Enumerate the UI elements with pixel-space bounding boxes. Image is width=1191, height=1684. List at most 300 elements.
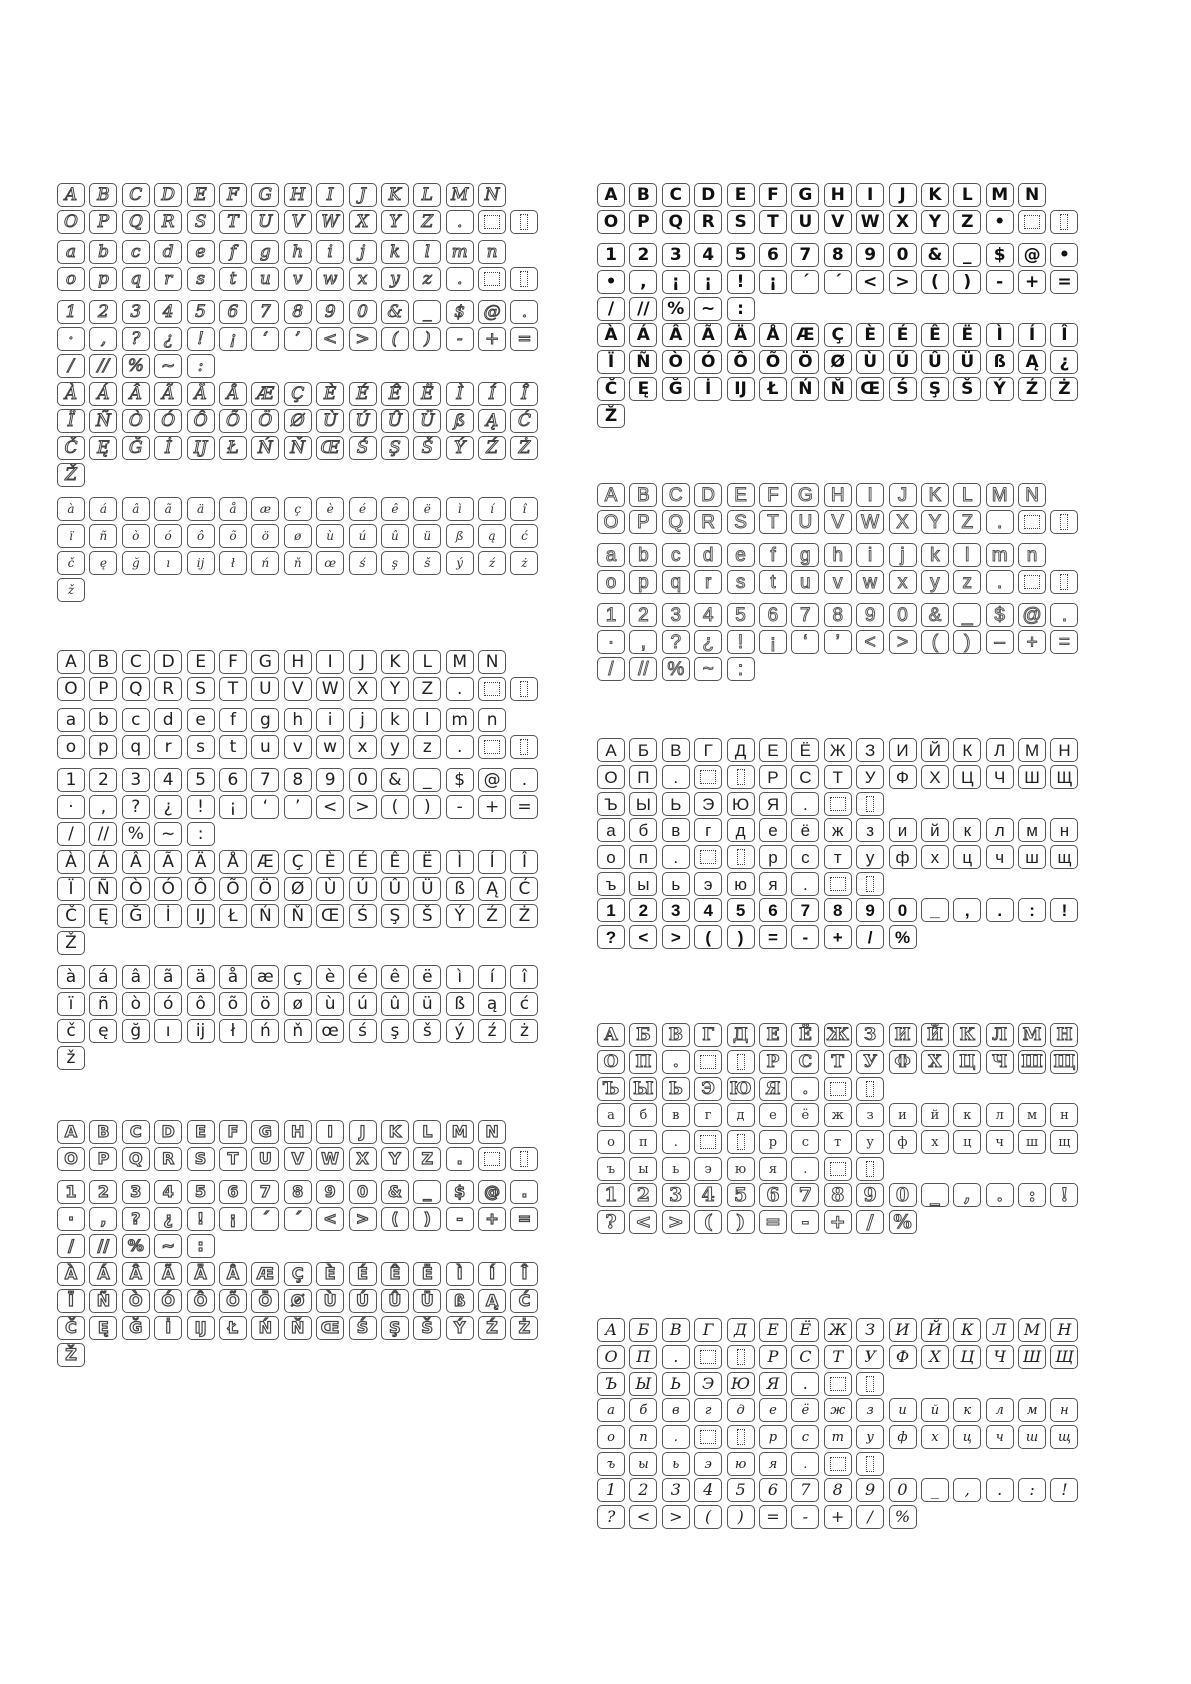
glyph-row [597,818,1083,842]
glyph-key: L [413,183,441,207]
glyph-key: m [446,240,474,264]
glyph-key: Ø [284,1289,312,1313]
glyph-key: // [629,297,657,321]
glyph-key: ñ [89,524,117,548]
blank-key-dotted [856,1372,884,1396]
glyph-key: ¡ [219,1207,247,1231]
glyph-key: Å [219,850,247,874]
glyph-key: ž [57,1046,85,1070]
glyph-key: ’ [284,795,312,819]
glyph-key: п [629,1130,657,1154]
glyph-key: + [478,795,506,819]
glyph-key: Ş [381,436,409,460]
blank-key-dotted [727,1425,755,1449]
glyph-key: // [89,1234,117,1258]
glyph-key: Ã [154,382,182,406]
glyph-key: J [349,650,377,674]
glyph-key: и [889,818,917,842]
glyph-key: < [629,1505,657,1529]
glyph-key: R [154,677,182,701]
glyph-key: п [629,845,657,869]
glyph-key: . [662,845,690,869]
glyph-key: Ä [187,850,215,874]
glyph-key: p [629,570,657,594]
glyph-key: 9 [856,1478,884,1502]
glyph-key: a [597,543,625,567]
glyph-key: ( [694,1505,722,1529]
glyph-key: . [986,1183,1014,1207]
glyph-key: 4 [694,1478,722,1502]
glyph-key: Š [413,904,441,928]
glyph-key: I [316,1120,344,1144]
glyph-key: Ê [381,1262,409,1286]
glyph-row [57,931,543,955]
glyph-key: İ [154,904,182,928]
glyph-key: п [629,1425,657,1449]
blank-key-box [694,765,722,789]
glyph-key: ą [478,524,506,548]
glyph-key: U [251,210,279,234]
glyph-key: , [953,898,981,922]
glyph-key: & [921,603,949,627]
glyph-key: Ż [510,904,538,928]
glyph-key: ¡ [662,270,690,294]
glyph-row [597,297,1083,321]
glyph-key: Ш [1018,1050,1046,1074]
glyph-key: Ź [478,1316,506,1340]
glyph-key: // [89,822,117,846]
glyph-key: Н [1050,1318,1078,1342]
glyph-key: < [629,1210,657,1234]
blank-key-box [824,1077,852,1101]
glyph-key: М [1018,1023,1046,1047]
glyph-key: ш [1018,1130,1046,1154]
glyph-key: : [187,822,215,846]
glyph-key: H [824,183,852,207]
glyph-key: В [662,1023,690,1047]
blank-key-box [478,210,506,234]
glyph-key: O [57,1147,85,1171]
glyph-key: Л [986,1023,1014,1047]
glyph-key: Č [57,436,85,460]
glyph-key: > [662,1210,690,1234]
glyph-key: IJ [187,436,215,460]
glyph-key: ё [791,1398,819,1422]
glyph-row [57,877,543,901]
glyph-key: Ã [154,1262,182,1286]
glyph-key: x [889,570,917,594]
glyph-row [57,904,543,928]
glyph-key: l [413,708,441,732]
glyph-key: F [219,1120,247,1144]
glyph-row [597,323,1083,347]
glyph-block [597,1023,1083,1104]
glyph-key: 2 [89,768,117,792]
glyph-key: B [89,1120,117,1144]
glyph-key: ы [629,872,657,896]
glyph-key: ô [187,524,215,548]
glyph-key: W [856,210,884,234]
glyph-key: W [316,210,344,234]
glyph-key: T [759,210,787,234]
glyph-key: Ş [381,904,409,928]
glyph-key: Í [478,850,506,874]
glyph-row [597,603,1083,627]
glyph-key: - [446,795,474,819]
glyph-row [57,463,543,487]
glyph-key: Р [759,1050,787,1074]
glyph-key: 9 [856,243,884,267]
glyph-key: À [57,382,85,406]
glyph-key: t [219,735,247,759]
glyph-row [57,551,543,575]
glyph-key: ! [1050,1478,1078,1502]
glyph-key: Ю [727,792,755,816]
glyph-key: ¿ [154,327,182,351]
glyph-key: . [510,768,538,792]
glyph-key: и [889,1398,917,1422]
glyph-key: _ [953,603,981,627]
glyph-key: Ñ [89,1289,117,1313]
glyph-key: Ô [187,1289,215,1313]
glyph-key: + [1018,630,1046,654]
glyph-block [597,243,1083,324]
glyph-key: ä [187,497,215,521]
glyph-key: 9 [856,898,884,922]
glyph-key: 3 [662,898,690,922]
glyph-key: Á [89,850,117,874]
glyph-key: 4 [154,300,182,324]
glyph-key: D [694,183,722,207]
glyph-key: ) [727,925,755,949]
glyph-key: в [662,1103,690,1127]
glyph-key: P [89,210,117,234]
blank-key-box [824,1157,852,1181]
glyph-key: д [727,1103,755,1127]
glyph-row [597,1345,1083,1369]
glyph-key: б [629,1398,657,1422]
glyph-key: V [284,1147,312,1171]
glyph-key: ¡ [219,327,247,351]
glyph-key: 3 [662,1183,690,1207]
glyph-block [57,497,543,605]
glyph-key: А [597,738,625,762]
glyph-key: Â [122,850,150,874]
glyph-key: 8 [824,603,852,627]
glyph-key: 3 [662,603,690,627]
glyph-key: V [824,510,852,534]
glyph-key: Й [921,1318,949,1342]
glyph-key: Щ [1050,1050,1078,1074]
glyph-key: ) [413,1207,441,1231]
glyph-key: à [57,497,85,521]
glyph-block [57,183,543,237]
blank-key-dotted [510,210,538,234]
glyph-key: C [122,1120,150,1144]
glyph-key: Ô [187,877,215,901]
glyph-key: æ [251,965,279,989]
glyph-key: ж [824,818,852,842]
glyph-key: Ž [597,404,625,428]
glyph-key: < [316,327,344,351]
glyph-key: 2 [629,243,657,267]
glyph-key: Ą [478,1289,506,1313]
glyph-key: h [284,708,312,732]
glyph-key: 8 [824,1478,852,1502]
glyph-key: Ç [284,382,312,406]
blank-key-box [478,267,506,291]
glyph-key: Ý [986,377,1014,401]
glyph-key: ¡ [759,270,787,294]
glyph-key: 8 [824,898,852,922]
glyph-key: N [478,183,506,207]
glyph-key: ё [791,818,819,842]
glyph-key: . [662,1425,690,1449]
glyph-key: o [597,570,625,594]
glyph-row [57,382,543,406]
blank-key-box [1018,510,1046,534]
glyph-key: ï [57,524,85,548]
blank-key-box [694,1425,722,1449]
glyph-key: Ъ [597,1077,625,1101]
glyph-key: Í [1018,323,1046,347]
glyph-key: ~ [694,297,722,321]
glyph-key: / [57,354,85,378]
glyph-key: ê [381,965,409,989]
glyph-key: ì [446,965,474,989]
glyph-key: Ц [953,1050,981,1074]
glyph-key: Ç [284,850,312,874]
glyph-key: E [727,483,755,507]
glyph-key: ä [187,965,215,989]
glyph-key: Е [759,738,787,762]
glyph-key: ę [89,551,117,575]
glyph-key: Ú [349,409,377,433]
glyph-key: e [187,708,215,732]
glyph-key: R [154,1147,182,1171]
glyph-key: W [316,677,344,701]
glyph-key: e [727,543,755,567]
glyph-key: , [89,327,117,351]
glyph-key: . [446,677,474,701]
glyph-key: Ô [727,350,755,374]
glyph-key: % [889,1210,917,1234]
glyph-key: Ю [727,1077,755,1101]
glyph-key: Ğ [122,904,150,928]
glyph-key: V [824,210,852,234]
glyph-key: Ё [791,738,819,762]
glyph-key: X [349,1147,377,1171]
glyph-key: P [629,210,657,234]
glyph-block [57,1180,543,1261]
glyph-key: Ò [122,409,150,433]
glyph-key: Ö [251,1289,279,1313]
glyph-key: ê [381,497,409,521]
glyph-key: ? [662,630,690,654]
glyph-key: 1 [57,1180,85,1204]
glyph-key: ć [510,992,538,1016]
glyph-key: ж [824,1398,852,1422]
glyph-key: ю [727,1452,755,1476]
glyph-key: ı [154,551,182,575]
glyph-key: Â [662,323,690,347]
glyph-key: ц [953,1130,981,1154]
glyph-key: È [316,1262,344,1286]
glyph-key: B [629,483,657,507]
glyph-key: d [154,708,182,732]
glyph-key: Ą [1018,350,1046,374]
glyph-row [57,578,543,602]
glyph-key: l [413,240,441,264]
glyph-key: p [89,735,117,759]
glyph-key: // [629,657,657,681]
glyph-key: ź [478,551,506,575]
glyph-key: - [986,270,1014,294]
glyph-key: Ž [57,931,85,955]
glyph-key: T [219,677,247,701]
glyph-key: . [446,210,474,234]
glyph-key: _ [413,300,441,324]
glyph-key: É [349,850,377,874]
glyph-key: 4 [694,603,722,627]
glyph-key: 5 [187,1180,215,1204]
glyph-key: o [57,267,85,291]
glyph-key: ) [413,795,441,819]
glyph-key: z [953,570,981,594]
glyph-key: Ü [413,877,441,901]
glyph-key: & [381,300,409,324]
glyph-key: @ [478,1180,506,1204]
glyph-block [597,1398,1083,1479]
glyph-row [597,1183,1083,1207]
glyph-row [597,1210,1083,1234]
glyph-key: i [316,708,344,732]
glyph-key: Ź [1018,377,1046,401]
glyph-key: m [986,543,1014,567]
glyph-key: L [413,650,441,674]
glyph-key: э [694,1452,722,1476]
glyph-key: Y [921,210,949,234]
glyph-key: , [89,1207,117,1231]
glyph-key: Á [89,1262,117,1286]
blank-key-dotted [1050,210,1078,234]
glyph-key: Œ [316,436,344,460]
glyph-key: t [759,570,787,594]
glyph-key: İ [694,377,722,401]
glyph-block [57,708,543,762]
glyph-key: ć [510,524,538,548]
glyph-key: П [629,1345,657,1369]
glyph-key: Œ [856,377,884,401]
glyph-key: P [89,1147,117,1171]
glyph-key: A [57,650,85,674]
glyph-key: Ş [381,1316,409,1340]
glyph-key: G [251,650,279,674]
glyph-key: ë [413,965,441,989]
glyph-key: : [187,1234,215,1258]
glyph-key: ь [662,872,690,896]
glyph-key: ч [986,1130,1014,1154]
glyph-key: T [759,510,787,534]
glyph-key: š [413,551,441,575]
glyph-key: 4 [694,243,722,267]
glyph-key: J [349,183,377,207]
glyph-key: ç [284,965,312,989]
glyph-row [597,765,1083,789]
glyph-row [57,650,543,674]
glyph-key: 3 [122,768,150,792]
glyph-row [57,327,543,351]
glyph-key: À [597,323,625,347]
glyph-row [597,350,1083,374]
glyph-key: D [154,183,182,207]
glyph-row [57,1180,543,1204]
glyph-row [57,795,543,819]
glyph-key: 8 [284,768,312,792]
glyph-key: Ę [89,904,117,928]
glyph-key: ú [349,992,377,1016]
glyph-key: Æ [251,850,279,874]
glyph-key: Ł [219,436,247,460]
glyph-key: , [953,1478,981,1502]
glyph-key: u [251,735,279,759]
glyph-key: Я [759,1372,787,1396]
glyph-key: з [856,1398,884,1422]
glyph-key: ú [349,524,377,548]
glyph-key: ü [413,992,441,1016]
glyph-key: 6 [759,603,787,627]
glyph-row [57,1289,543,1313]
blank-key-dotted [510,1147,538,1171]
glyph-key: 6 [219,768,247,792]
glyph-key: Ф [889,1050,917,1074]
glyph-key: Œ [316,1316,344,1340]
glyph-key: ) [413,327,441,351]
glyph-key: Ź [478,436,506,460]
glyph-key: б [629,1103,657,1127]
glyph-key: ø [284,992,312,1016]
glyph-key: ã [154,965,182,989]
glyph-key: М [1018,738,1046,762]
glyph-key: Ç [824,323,852,347]
glyph-key: Р [759,1345,787,1369]
glyph-key: ń [251,551,279,575]
glyph-key: ‘ [251,795,279,819]
glyph-key: k [381,708,409,732]
glyph-key: - [446,1207,474,1231]
glyph-key: W [856,510,884,534]
glyph-key: Ø [824,350,852,374]
glyph-key: Ò [122,877,150,901]
glyph-key: & [381,768,409,792]
glyph-key: ! [727,630,755,654]
glyph-block [597,1318,1083,1399]
glyph-key: П [629,1050,657,1074]
glyph-key: ¿ [1050,350,1078,374]
glyph-key: z [413,267,441,291]
glyph-key: Е [759,1318,787,1342]
glyph-row [597,738,1083,762]
glyph-key: F [759,183,787,207]
glyph-key: P [629,510,657,534]
glyph-key: _ [953,243,981,267]
glyph-key: c [122,708,150,732]
glyph-key: E [727,183,755,207]
blank-key-box [1018,210,1046,234]
glyph-key: ý [446,1019,474,1043]
glyph-row [597,872,1083,896]
glyph-key: $ [986,243,1014,267]
